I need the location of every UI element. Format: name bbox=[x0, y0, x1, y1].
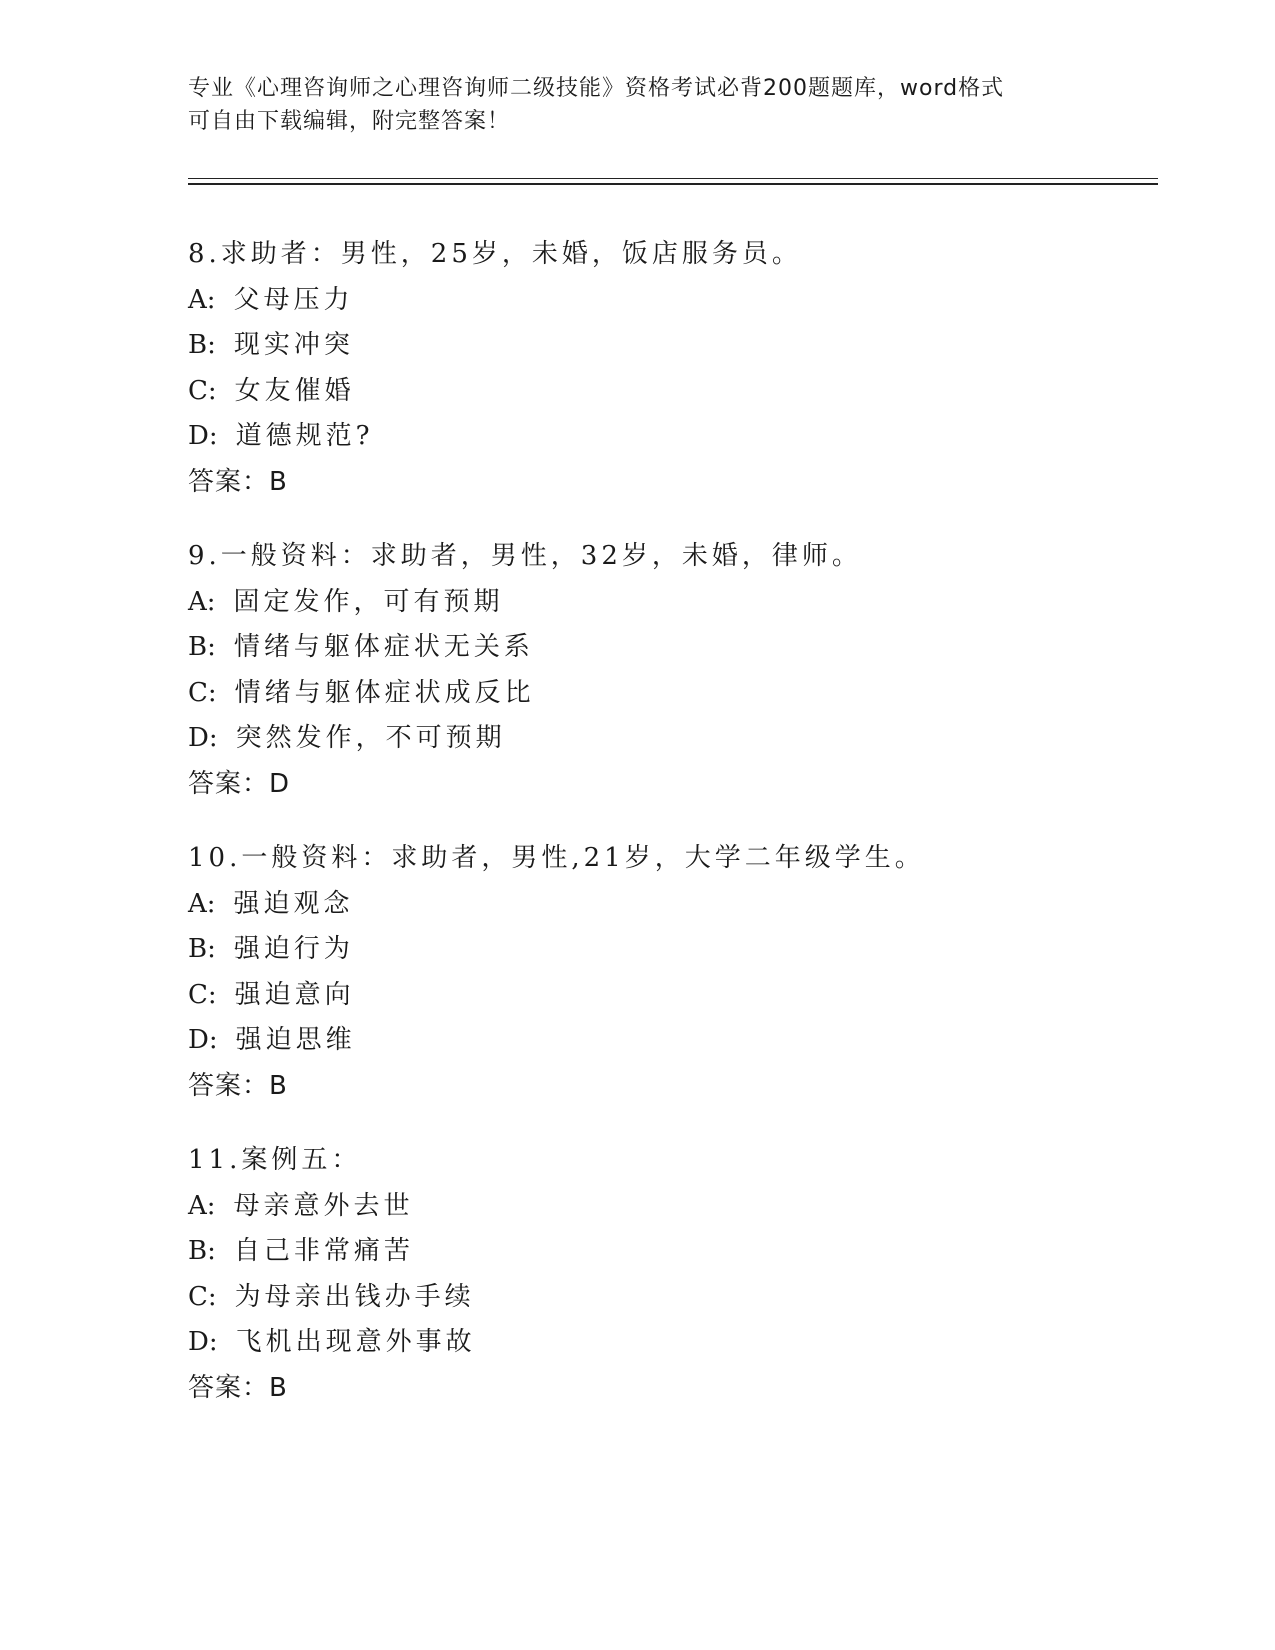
option-text: 强迫意向 bbox=[234, 979, 355, 1010]
option-label: B: bbox=[188, 330, 216, 360]
option-text: 突然发作，不可预期 bbox=[235, 723, 506, 753]
option-a bbox=[188, 580, 1148, 626]
option-b bbox=[188, 625, 1148, 671]
header-divider-thick bbox=[188, 183, 1158, 185]
answer-line: 答案：B bbox=[188, 1372, 288, 1403]
document-header bbox=[188, 72, 1088, 138]
option-d bbox=[188, 414, 1148, 460]
option-d bbox=[188, 716, 1148, 762]
option-label: B: bbox=[188, 1236, 216, 1266]
option-text: 母亲意外去世 bbox=[233, 1190, 414, 1221]
question-item bbox=[188, 836, 1148, 1109]
option-c bbox=[188, 973, 1148, 1019]
question-item bbox=[188, 232, 1148, 505]
answer-line: 答案：B bbox=[188, 1070, 288, 1101]
option-text: 强迫观念 bbox=[233, 888, 354, 919]
option-label: A: bbox=[188, 1190, 216, 1221]
question-stem: 11.案例五： bbox=[188, 1145, 362, 1175]
option-label: D: bbox=[188, 723, 218, 753]
option-text: 强迫行为 bbox=[233, 934, 354, 964]
option-label: D: bbox=[188, 421, 218, 451]
option-text: 飞机出现意外事故 bbox=[235, 1327, 476, 1357]
option-label: A: bbox=[188, 284, 216, 315]
option-text: 现实冲突 bbox=[233, 330, 354, 360]
option-text: 女友催婚 bbox=[234, 375, 355, 406]
option-text: 强迫思维 bbox=[235, 1025, 356, 1055]
answer-line: 答案：D bbox=[188, 768, 291, 799]
option-label: C: bbox=[188, 375, 217, 406]
option-text: 固定发作，可有预期 bbox=[233, 586, 504, 617]
option-a bbox=[188, 278, 1148, 324]
option-d bbox=[188, 1018, 1148, 1064]
option-text: 情绪与躯体症状成反比 bbox=[234, 677, 535, 708]
header-line-1: 专业《心理咨询师之心理咨询师二级技能》资格考试必背200题题库，word格式 bbox=[188, 76, 1005, 101]
answer-line: 答案：B bbox=[188, 466, 288, 497]
header-line-2: 可自由下载编辑，附完整答案！ bbox=[188, 109, 511, 134]
option-label: D: bbox=[188, 1327, 218, 1357]
option-label: C: bbox=[188, 677, 217, 708]
option-text: 父母压力 bbox=[233, 284, 354, 315]
question-item bbox=[188, 1138, 1148, 1411]
option-text: 情绪与躯体症状无关系 bbox=[233, 632, 534, 662]
question-stem: 9.一般资料：求助者，男性，32岁，未婚，律师。 bbox=[188, 541, 862, 571]
option-c bbox=[188, 1275, 1148, 1321]
option-b bbox=[188, 927, 1148, 973]
option-label: A: bbox=[188, 586, 216, 617]
question-stem: 10.一般资料：求助者，男性,21岁，大学二年级学生。 bbox=[188, 843, 925, 873]
option-c bbox=[188, 671, 1148, 717]
option-text: 自己非常痛苦 bbox=[233, 1236, 414, 1266]
option-label: D: bbox=[188, 1025, 218, 1055]
option-label: C: bbox=[188, 1281, 217, 1312]
option-label: B: bbox=[188, 632, 216, 662]
header-divider-thin bbox=[188, 178, 1158, 179]
option-text: 道德规范? bbox=[235, 421, 374, 451]
option-label: B: bbox=[188, 934, 216, 964]
option-label: C: bbox=[188, 979, 217, 1010]
option-c bbox=[188, 369, 1148, 415]
question-item bbox=[188, 534, 1148, 807]
option-a bbox=[188, 1184, 1148, 1230]
option-a bbox=[188, 882, 1148, 928]
option-b bbox=[188, 323, 1148, 369]
question-list bbox=[188, 232, 1148, 1440]
option-text: 为母亲出钱办手续 bbox=[234, 1281, 475, 1312]
option-label: A: bbox=[188, 888, 216, 919]
question-stem: 8.求助者：男性，25岁，未婚，饭店服务员。 bbox=[188, 239, 802, 269]
option-b bbox=[188, 1229, 1148, 1275]
option-d bbox=[188, 1320, 1148, 1366]
